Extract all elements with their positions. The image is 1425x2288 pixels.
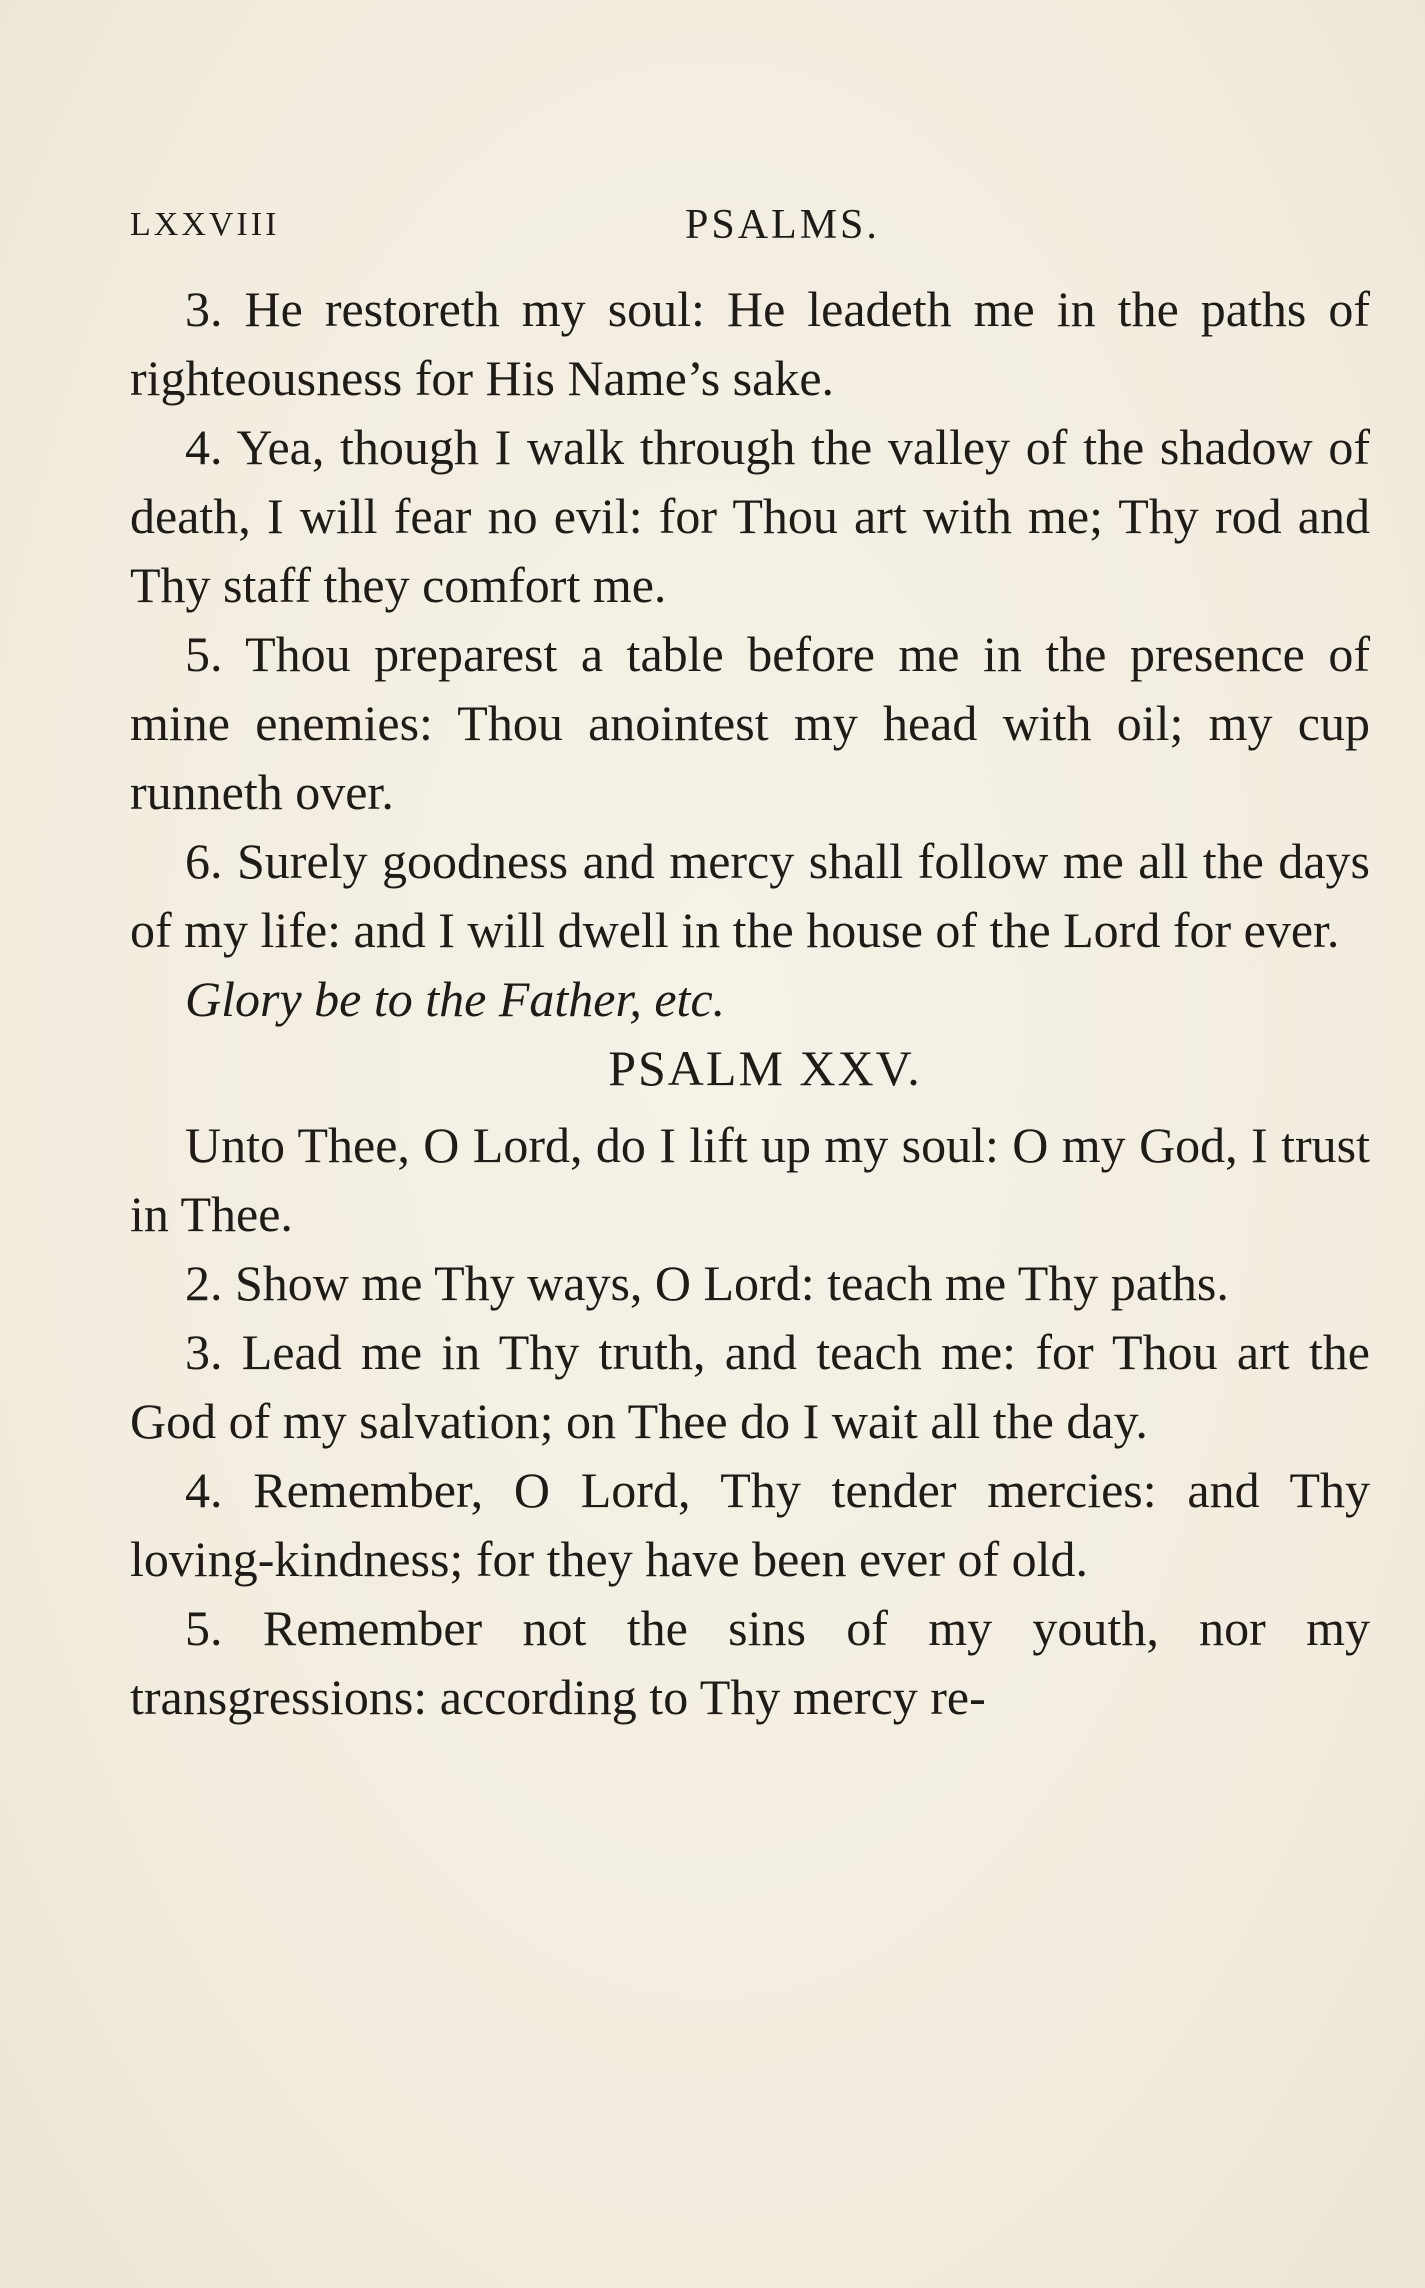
verse-23-5: 5. Thou preparest a table before me in the presence of mine enemies: Thou anointest my head with oil; my cup runneth over. — [130, 626, 1370, 820]
verse-25-5: 5. Remember not the sins of my youth, nor my transgressions: according to Thy mercy re- — [130, 1600, 1370, 1725]
verse-23-4: 4. Yea, though I walk through the valley of the shadow of death, I will fear no evil: for Thou art with me; Thy rod and Thy staff they comfort me. — [130, 419, 1370, 613]
verse-25-2: 2. Show me Thy ways, O Lord: teach me Thy paths. — [185, 1255, 1229, 1311]
verse-25-4: 4. Remember, O Lord, Thy tender mercies: and Thy loving-kindness; for they have been ever of old. — [130, 1462, 1370, 1587]
verse-25-3: 3. Lead me in Thy truth, and teach me: for Thou art the God of my salvation; on Thee do I wait all the day. — [130, 1324, 1370, 1449]
running-title: PSALMS. — [685, 202, 880, 248]
psalm-heading: PSALM XXV. — [608, 1040, 922, 1096]
verse-25-1: Unto Thee, O Lord, do I lift up my soul: O my God, I trust in Thee. — [130, 1117, 1370, 1242]
verse-23-3: 3. He restoreth my soul: He leadeth me in the paths of righteousness for His Name’s sake. — [130, 281, 1370, 406]
doxology: Glory be to the Father, etc. — [185, 971, 726, 1027]
page-number: LXXVIII — [130, 206, 280, 243]
verse-23-6: 6. Surely goodness and mercy shall follow me all the days of my life: and I will dwell in the house of the Lord for ever. — [130, 833, 1370, 958]
body-text — [130, 275, 1370, 1732]
page-header — [130, 200, 1370, 260]
